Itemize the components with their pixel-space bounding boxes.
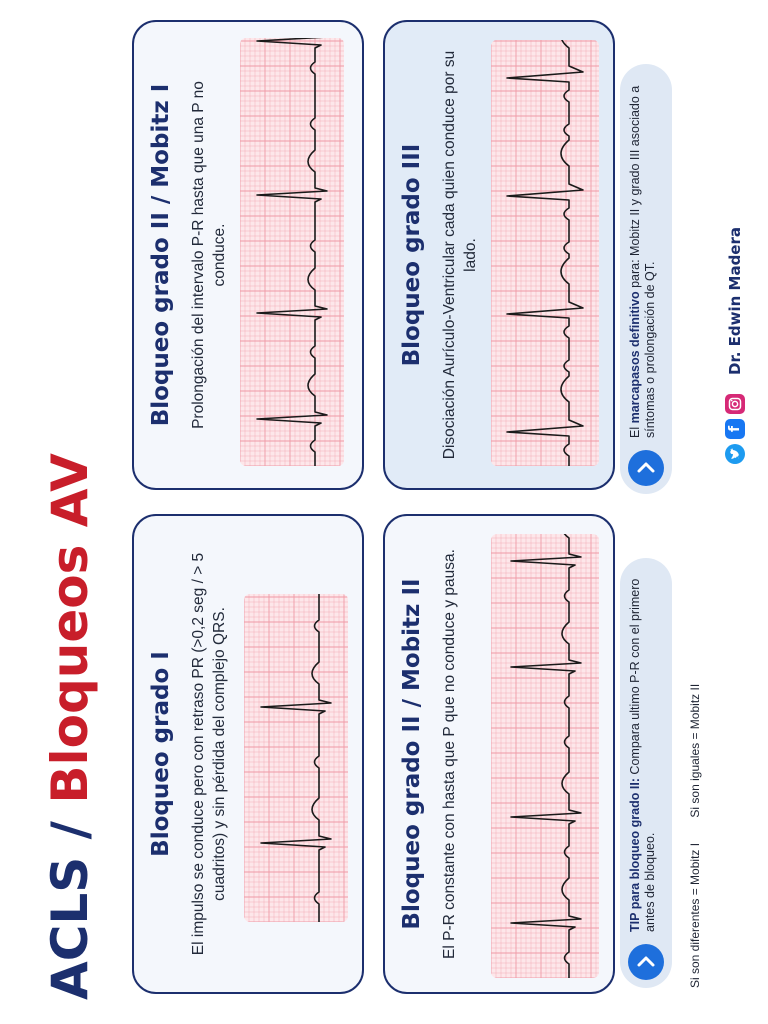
card-title: Bloqueo grado I bbox=[148, 651, 174, 857]
tip-heading: TIP para bloqueo grado II: bbox=[628, 778, 642, 932]
title-slash: / bbox=[41, 821, 99, 840]
card-mobitz-2 bbox=[383, 514, 615, 994]
ecg-strip bbox=[244, 594, 348, 922]
card-title: Bloqueo grado II / Mobitz I bbox=[148, 83, 174, 427]
social-credit bbox=[722, 227, 748, 464]
card-description: Prolongación del intervalo P-R hasta que una P no conduce. bbox=[190, 81, 228, 429]
instagram-icon[interactable] bbox=[725, 394, 745, 414]
facebook-icon[interactable]: f bbox=[725, 419, 745, 439]
ecg-tracing bbox=[240, 38, 344, 466]
title-acls: ACLS bbox=[41, 856, 99, 1000]
card-mobitz-1 bbox=[132, 20, 364, 490]
card-description: El P-R constante con hasta que P que no conduce y pausa. bbox=[441, 549, 458, 959]
card-description: Disociación Aurículo-Ventricular cada quien conduce por su lado. bbox=[441, 50, 479, 460]
tip-equal: Si son iguales = Mobitz II bbox=[688, 683, 702, 818]
twitter-icon[interactable] bbox=[725, 444, 745, 464]
pacemaker-prefix: El bbox=[628, 423, 642, 438]
pacemaker-text bbox=[628, 74, 658, 438]
tip-body: Compara ultimo P-R con el primero antes de bloqueo. bbox=[628, 578, 657, 932]
ecg-strip bbox=[491, 534, 599, 978]
ecg-tracing bbox=[491, 40, 599, 466]
page-title bbox=[30, 453, 110, 1000]
ecg-tracing bbox=[244, 594, 348, 922]
tip-text bbox=[628, 568, 658, 932]
pacemaker-body: para: Mobitz II y grado III asociado a síntomas o prolongación de QT. bbox=[628, 85, 657, 438]
card-description: El impulso se conduce pero con retraso PR (>0,2 seg / > 5 cuadritos) y sin pérdida del complejo QRS. bbox=[190, 552, 228, 956]
card-title: Bloqueo grado II / Mobitz II bbox=[399, 578, 425, 930]
card-grado-1 bbox=[132, 514, 364, 994]
ecg-strip bbox=[491, 40, 599, 466]
tip-pill bbox=[620, 558, 672, 988]
tip-footnote bbox=[688, 468, 702, 988]
tip-different: Si son diferentes = Mobitz I bbox=[688, 842, 702, 988]
chevron-right-icon bbox=[628, 450, 664, 486]
pacemaker-heading: marcapasos definitivo bbox=[628, 291, 642, 424]
title-bloqueos-av: Bloqueos AV bbox=[41, 453, 99, 804]
pacemaker-pill bbox=[620, 64, 672, 494]
chevron-right-icon bbox=[628, 944, 664, 980]
ecg-strip bbox=[240, 38, 344, 466]
ecg-tracing bbox=[491, 534, 599, 978]
card-grado-3 bbox=[383, 20, 615, 490]
author-name: Dr. Edwin Madera bbox=[726, 227, 744, 375]
card-title: Bloqueo grado III bbox=[399, 143, 425, 367]
